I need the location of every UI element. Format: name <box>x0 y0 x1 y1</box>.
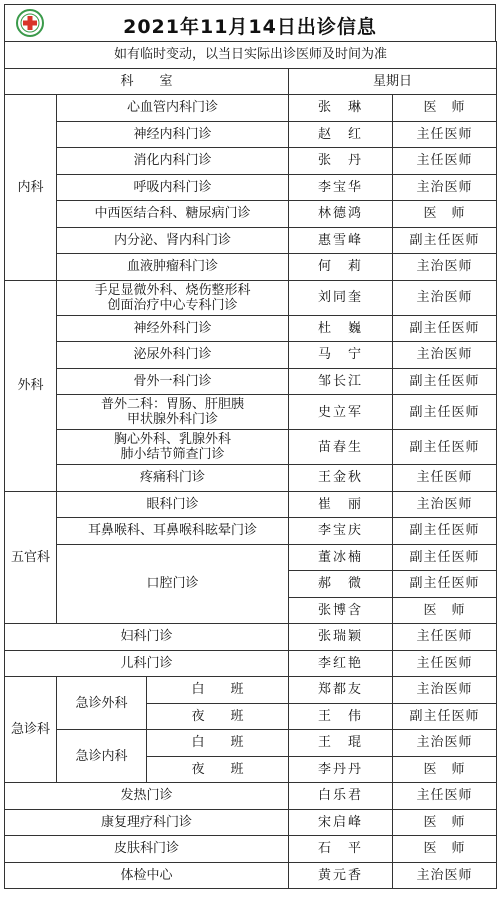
doctor-name: 邹长江 <box>289 368 393 395</box>
doctor-name: 李宝华 <box>289 174 393 201</box>
department-cell <box>57 430 289 465</box>
table-row <box>5 121 497 148</box>
doctor-name: 张博含 <box>289 597 393 624</box>
doctor-name: 郑都友 <box>289 677 393 704</box>
doctor-title: 副主任医师 <box>393 703 497 730</box>
doctor-name: 宋启峰 <box>289 809 393 836</box>
doctor-title: 副主任医师 <box>393 395 497 430</box>
department-cell: 眼科门诊 <box>57 491 289 518</box>
group-label: 外科 <box>5 280 57 491</box>
group-label: 五官科 <box>5 491 57 624</box>
department-line: 手足显微外科、烧伤整形科 <box>94 282 251 298</box>
department-cell: 急诊内科 <box>57 730 147 783</box>
doctor-name: 张瑞颖 <box>289 624 393 651</box>
table-row <box>5 518 497 545</box>
notice-text: 如有临时变动，以当日实际出诊医师及时间为准 <box>5 42 497 69</box>
doctor-name: 李红艳 <box>289 650 393 677</box>
doctor-name: 史立军 <box>289 395 393 430</box>
table-row <box>5 342 497 369</box>
doctor-title: 副主任医师 <box>393 518 497 545</box>
doctor-title: 主治医师 <box>393 174 497 201</box>
doctor-name: 李宝庆 <box>289 518 393 545</box>
doctor-title: 主治医师 <box>393 280 497 315</box>
department-cell: 康复理疗科门诊 <box>5 809 289 836</box>
shift-cell: 夜 班 <box>147 703 289 730</box>
table-row <box>5 465 497 492</box>
doctor-name: 张 琳 <box>289 95 393 122</box>
department-line: 创面治疗中心专科门诊 <box>107 297 238 313</box>
doctor-title: 医 师 <box>393 836 497 863</box>
doctor-name: 杜 巍 <box>289 315 393 342</box>
doctor-title: 主任医师 <box>393 650 497 677</box>
doctor-title: 副主任医师 <box>393 368 497 395</box>
department-cell: 心血管内科门诊 <box>57 95 289 122</box>
department-line: 肺小结节筛查门诊 <box>120 447 225 462</box>
table-row <box>5 280 497 315</box>
department-cell: 泌尿外科门诊 <box>57 342 289 369</box>
doctor-name: 马 宁 <box>289 342 393 369</box>
doctor-title: 主治医师 <box>393 677 497 704</box>
doctor-name: 林德鸿 <box>289 201 393 228</box>
department-cell: 消化内科门诊 <box>57 148 289 175</box>
shift-cell: 白 班 <box>147 730 289 757</box>
department-column-header: 科 室 <box>5 68 289 95</box>
doctor-name: 王金秋 <box>289 465 393 492</box>
doctor-title: 主治医师 <box>393 862 497 889</box>
doctor-title: 副主任医师 <box>393 430 497 465</box>
doctor-name: 董冰楠 <box>289 544 393 571</box>
department-line: 胸心外科、乳腺外科 <box>113 432 231 447</box>
table-row <box>5 783 497 810</box>
doctor-title: 副主任医师 <box>393 571 497 598</box>
table-row <box>5 227 497 254</box>
doctor-title: 主任医师 <box>393 121 497 148</box>
department-cell: 呼吸内科门诊 <box>57 174 289 201</box>
table-row <box>5 395 497 430</box>
department-cell: 神经外科门诊 <box>57 315 289 342</box>
schedule-table <box>4 41 497 889</box>
column-header-row <box>5 68 497 95</box>
department-cell: 发热门诊 <box>5 783 289 810</box>
table-row <box>5 677 497 704</box>
doctor-name: 赵 红 <box>289 121 393 148</box>
department-line: 甲状腺外科门诊 <box>126 412 218 427</box>
table-row <box>5 315 497 342</box>
doctor-title: 主任医师 <box>393 783 497 810</box>
table-row <box>5 430 497 465</box>
department-line: 普外二科：胃肠、肝胆胰 <box>100 397 244 412</box>
table-row <box>5 624 497 651</box>
shift-cell: 白 班 <box>147 677 289 704</box>
table-row <box>5 254 497 281</box>
doctor-name: 苗春生 <box>289 430 393 465</box>
doctor-name: 李丹丹 <box>289 756 393 783</box>
department-cell: 儿科门诊 <box>5 650 289 677</box>
doctor-title: 医 师 <box>393 809 497 836</box>
doctor-title: 主任医师 <box>393 465 497 492</box>
department-cell: 血液肿瘤科门诊 <box>57 254 289 281</box>
department-cell: 体检中心 <box>5 862 289 889</box>
doctor-title: 副主任医师 <box>393 544 497 571</box>
doctor-name: 石 平 <box>289 836 393 863</box>
department-cell: 急诊外科 <box>57 677 147 730</box>
doctor-name: 何 莉 <box>289 254 393 281</box>
department-cell: 皮肤科门诊 <box>5 836 289 863</box>
group-label: 内科 <box>5 95 57 281</box>
doctor-name: 张 丹 <box>289 148 393 175</box>
department-cell: 神经内科门诊 <box>57 121 289 148</box>
doctor-title: 副主任医师 <box>393 315 497 342</box>
table-row <box>5 544 497 571</box>
table-row <box>5 491 497 518</box>
department-cell: 耳鼻喉科、耳鼻喉科眩晕门诊 <box>57 518 289 545</box>
table-row <box>5 862 497 889</box>
department-cell: 骨外一科门诊 <box>57 368 289 395</box>
table-row <box>5 148 497 175</box>
department-cell: 内分泌、肾内科门诊 <box>57 227 289 254</box>
table-row <box>5 809 497 836</box>
doctor-name: 王 伟 <box>289 703 393 730</box>
department-cell: 中西医结合科、糖尿病门诊 <box>57 201 289 228</box>
doctor-name: 惠雪峰 <box>289 227 393 254</box>
doctor-title: 主治医师 <box>393 342 497 369</box>
table-row <box>5 201 497 228</box>
department-cell: 妇科门诊 <box>5 624 289 651</box>
doctor-title: 主治医师 <box>393 730 497 757</box>
notice-row <box>5 42 497 69</box>
doctor-title: 医 师 <box>393 95 497 122</box>
department-cell: 口腔门诊 <box>57 544 289 624</box>
doctor-title: 主任医师 <box>393 148 497 175</box>
doctor-title: 医 师 <box>393 201 497 228</box>
table-row <box>5 368 497 395</box>
table-row <box>5 836 497 863</box>
doctor-title: 副主任医师 <box>393 227 497 254</box>
department-cell: 疼痛科门诊 <box>57 465 289 492</box>
doctor-title: 医 师 <box>393 597 497 624</box>
doctor-title: 主治医师 <box>393 254 497 281</box>
doctor-name: 崔 丽 <box>289 491 393 518</box>
department-cell <box>57 280 289 315</box>
table-row <box>5 95 497 122</box>
doctor-title: 主治医师 <box>393 491 497 518</box>
page-header <box>4 4 496 42</box>
table-row <box>5 730 497 757</box>
doctor-title: 主任医师 <box>393 624 497 651</box>
shift-cell: 夜 班 <box>147 756 289 783</box>
doctor-name: 白乐君 <box>289 783 393 810</box>
doctor-name: 王 琨 <box>289 730 393 757</box>
page-title: 2021年11月14日出诊信息 <box>123 16 377 38</box>
doctor-name: 黄元香 <box>289 862 393 889</box>
table-row <box>5 174 497 201</box>
weekday-column-header: 星期日 <box>289 68 497 95</box>
doctor-name: 刘同奎 <box>289 280 393 315</box>
doctor-title: 医 师 <box>393 756 497 783</box>
group-label: 急诊科 <box>5 677 57 783</box>
doctor-name: 郝 微 <box>289 571 393 598</box>
table-row <box>5 650 497 677</box>
department-cell <box>57 395 289 430</box>
